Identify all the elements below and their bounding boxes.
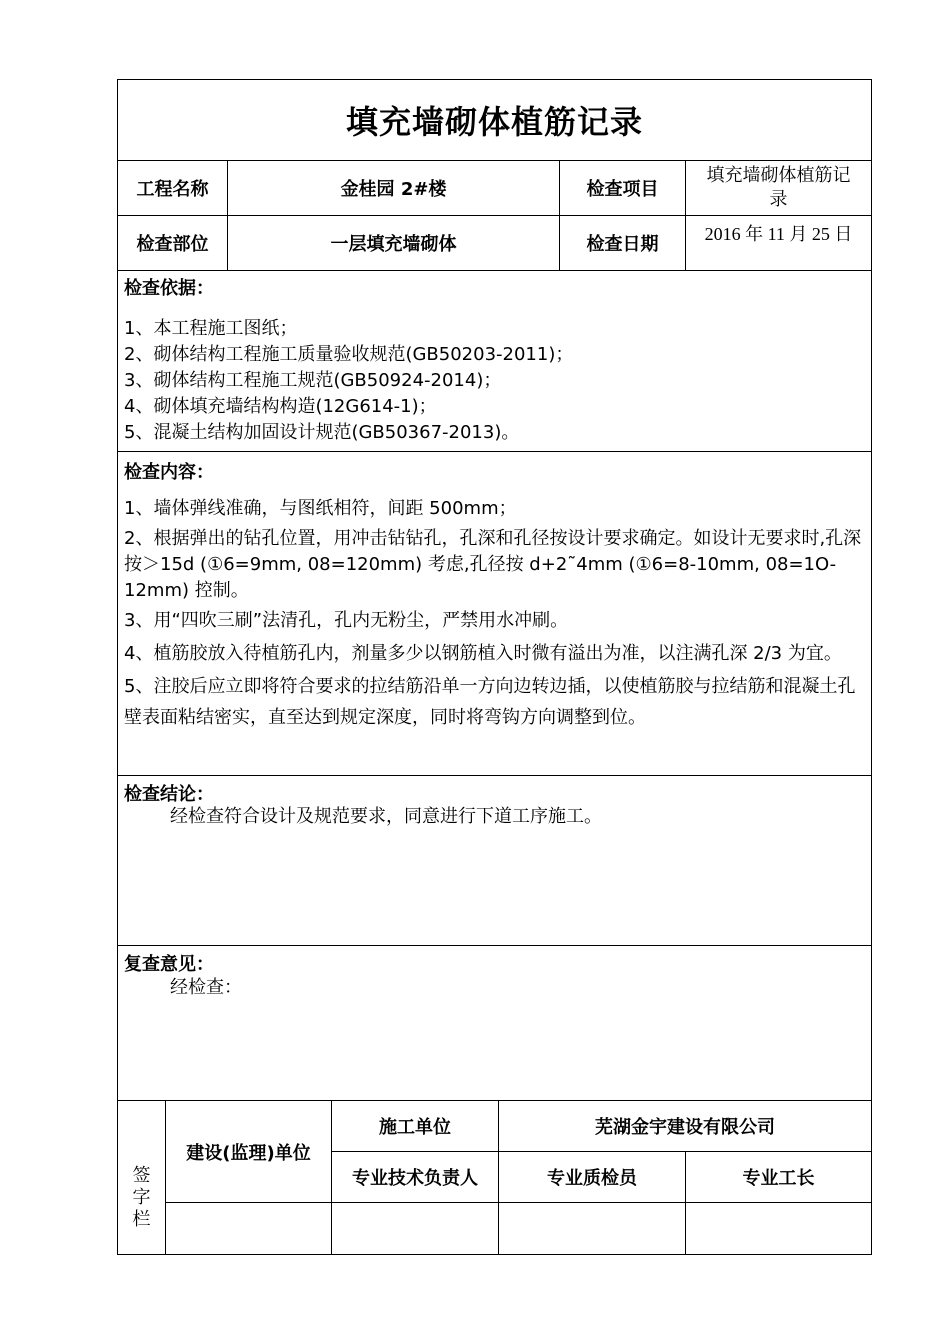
qc-signature-slot[interactable] <box>499 1203 685 1255</box>
inspection-date-label: 检查日期 <box>586 234 659 255</box>
content-item: 4、植筋胶放入待植筋孔内，剂量多少以钢筋植入时微有溢出为准，以注满孔深 2/3 为宜。 <box>124 643 842 664</box>
content-heading: 检查内容： <box>124 462 214 483</box>
review-heading: 复查意见： <box>124 954 214 975</box>
owner-supervisor-label: 建设(监理)单位 <box>186 1142 311 1164</box>
conclusion-heading: 检查结论： <box>124 784 214 805</box>
content-list <box>124 496 864 733</box>
inspection-item-label: 检查项目 <box>586 179 659 200</box>
content-item: 3、用“四吹三刷”法清孔，孔内无粉尘，严禁用水冲刷。 <box>124 610 569 631</box>
contractor-label: 施工单位 <box>379 1117 451 1138</box>
basis-heading: 检查依据： <box>124 278 214 299</box>
signature-char: 栏 <box>132 1209 151 1230</box>
content-item: 2、根据弹出的钻孔位置，用冲击钻钻孔，孔深和孔径按设计要求确定。如设计无要求时,孔深按＞15d (①6=9mm, 08=120mm) 考虑,孔径按 d+2˜4mm (①6=8-10mm, 08=1O-12mm) 控制。 <box>124 528 862 601</box>
inspection-item-value <box>686 161 871 215</box>
basis-item: 4、砌体填充墙结构构造(12G614-1)； <box>124 396 437 417</box>
inspection-part-value: 一层填充墙砌体 <box>330 234 457 255</box>
document-title: 填充墙砌体植筋记录 <box>345 103 643 141</box>
content-item: 1、墙体弹线准确，与图纸相符，间距 500mm； <box>124 498 517 519</box>
conclusion-text: 经检查符合设计及规范要求，同意进行下道工序施工。 <box>170 806 602 827</box>
signature-char: 签 <box>132 1165 151 1186</box>
inspection-part-label: 检查部位 <box>136 234 209 255</box>
project-name-value: 金桂园 2#楼 <box>340 179 447 200</box>
inspection-item-value-line2: 录 <box>769 189 788 210</box>
basis-item: 3、砌体结构工程施工规范(GB50924-2014)； <box>124 370 502 391</box>
inspection-record-table <box>117 79 872 1255</box>
basis-item: 5、混凝土结构加固设计规范(GB50367-2013)。 <box>124 422 520 443</box>
foreman-label: 专业工长 <box>742 1168 815 1189</box>
tech-lead-signature-slot[interactable] <box>332 1203 498 1255</box>
basis-item: 2、砌体结构工程施工质量验收规范(GB50203-2011)； <box>124 344 574 365</box>
inspection-date-value: 2016 年 11 月 25 日 <box>704 224 853 244</box>
content-item: 5、注胶后应立即将符合要求的拉结筋沿单一方向边转边插，以使植筋胶与拉结筋和混凝土孔壁表面粘结密实，直至达到规定深度，同时将弯钩方向调整到位。 <box>124 676 856 728</box>
owner-signature-slot[interactable] <box>166 1203 331 1255</box>
foreman-signature-slot[interactable] <box>686 1203 871 1255</box>
inspection-item-value-line1: 填充墙砌体植筋记 <box>706 165 851 186</box>
basis-item: 1、本工程施工图纸； <box>124 318 298 339</box>
basis-list <box>124 316 864 446</box>
project-name-label: 工程名称 <box>136 179 209 200</box>
review-text: 经检查： <box>170 977 242 998</box>
tech-lead-label: 专业技术负责人 <box>352 1168 478 1189</box>
qc-inspector-label: 专业质检员 <box>547 1168 637 1189</box>
contractor-name: 芜湖金宇建设有限公司 <box>595 1117 775 1138</box>
signature-column-label <box>118 1101 165 1255</box>
signature-char: 字 <box>132 1187 151 1208</box>
